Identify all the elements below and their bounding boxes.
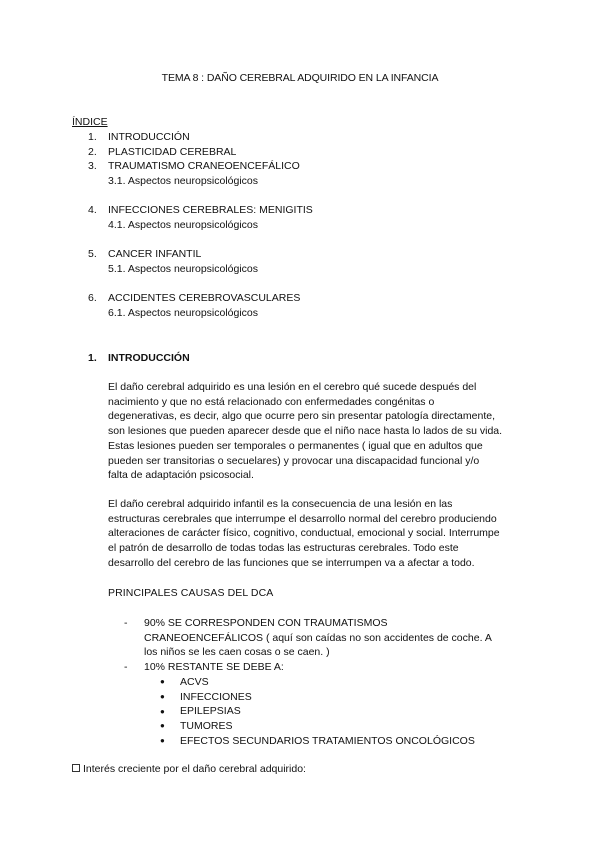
bullet-item: ACVS [180,675,209,688]
toc-item-label: INTRODUCCIÓN [108,131,190,143]
paragraph-line: Estas lesiones pueden ser temporales o permanentes ( igual que en adultos que [108,439,483,452]
paragraph-line: el patrón de desarrollo de todas todas las estructuras cerebrales. Todo este [108,542,459,555]
paragraph-line: son lesiones que pueden aparecer desde que el niño nace hasta lo lados de su vida. [108,425,503,438]
bullet-item: INFECCIONES [180,690,252,703]
dash-item-line: 90% SE CORRESPONDEN CON TRAUMATISMOS [144,617,388,629]
bullet-icon: ● [160,736,165,745]
closing-line-text: Interés creciente por el daño cerebral adquirido: [83,763,306,775]
toc-subitem-label: 5.1. Aspectos neuropsicológicos [108,263,259,275]
paragraph-line: estructuras cerebrales que interrumpe el desarrollo normal del cerebro produciendo [108,512,497,525]
index-heading: ÍNDICE [72,116,108,128]
toc-item-label: CANCER INFANTIL [108,248,202,260]
bullet-icon: ● [160,721,165,730]
bullet-icon: ● [160,692,165,701]
dash-marker: - [124,617,128,629]
checkbox-square-icon [72,764,80,772]
paragraph-line: falta de adaptación psicosocial. [108,469,254,482]
paragraph-line: alteraciones de carácter físico, cognitivo, conductual, emocional y social. Interrumpe [108,527,500,540]
paragraph-line: pueden ser transitorias o secuelares) y provocar una discapacidad funcional y/o [108,454,480,467]
paragraph-2 [108,497,528,571]
toc-item-number: 4. [88,204,97,216]
dash-item-line: los niños se les caen cosas o se caen. ) [144,646,330,659]
toc-item-label: INFECCIONES CEREBRALES: MENIGITIS [108,204,313,216]
toc-subitem-label: 6.1. Aspectos neuropsicológicos [108,307,259,319]
dash-item-line: 10% RESTANTE SE DEBE A: [144,661,284,674]
paragraph-line: El daño cerebral adquirido es una lesión en el cerebro qué sucede después del [108,381,477,393]
toc-item-label: PLASTICIDAD CEREBRAL [108,145,237,158]
bullet-item: EPILEPSIAS [180,705,241,718]
toc-item-label: ACCIDENTES CEREBROVASCULARES [108,292,301,304]
toc-subitem-label: 4.1. Aspectos neuropsicológicos [108,219,259,231]
toc-item-number: 3. [88,160,97,172]
paragraph-line: degenerativas, es decir, algo que ocurre pero sin presentar patología directamente, [108,410,495,423]
bullet-item: TUMORES [180,719,233,732]
bullet-icon: ● [160,707,165,716]
dash-item-line: CRANEOENCEFÁLICOS ( aquí son caídas no son accidentes de coche. A [144,631,492,644]
toc-subitem-label: 3.1. Aspectos neuropsicológicos [108,175,259,187]
section-number: 1. [88,352,97,364]
paragraph-1 [108,380,528,483]
toc-item-number: 2. [88,145,97,158]
toc-item-number: 5. [88,248,97,260]
paragraph-line: nacimiento y que no está relacionado con enfermedades congénitas o [108,395,435,408]
dash-marker: - [124,661,128,674]
paragraph-line: desarrollo del cerebro de las funciones que se interrumpen va a afectar a todo. [108,556,475,569]
toc-item-number: 1. [88,131,97,143]
bullet-icon: ● [160,677,165,686]
paragraph-line: El daño cerebral adquirido infantil es la consecuencia de una lesión en las [108,498,453,510]
bullet-item: EFECTOS SECUNDARIOS TRATAMIENTOS ONCOLÓGICOS [180,734,475,747]
closing-line [72,762,306,777]
document-title: TEMA 8 : DAÑO CEREBRAL ADQUIRIDO EN LA INFANCIA [161,72,439,84]
causes-heading: PRINCIPALES CAUSAS DEL DCA [108,587,274,599]
toc-item-number: 6. [88,292,97,304]
section-title: INTRODUCCIÓN [108,352,190,364]
toc-item-label: TRAUMATISMO CRANEOENCEFÁLICO [108,160,300,172]
